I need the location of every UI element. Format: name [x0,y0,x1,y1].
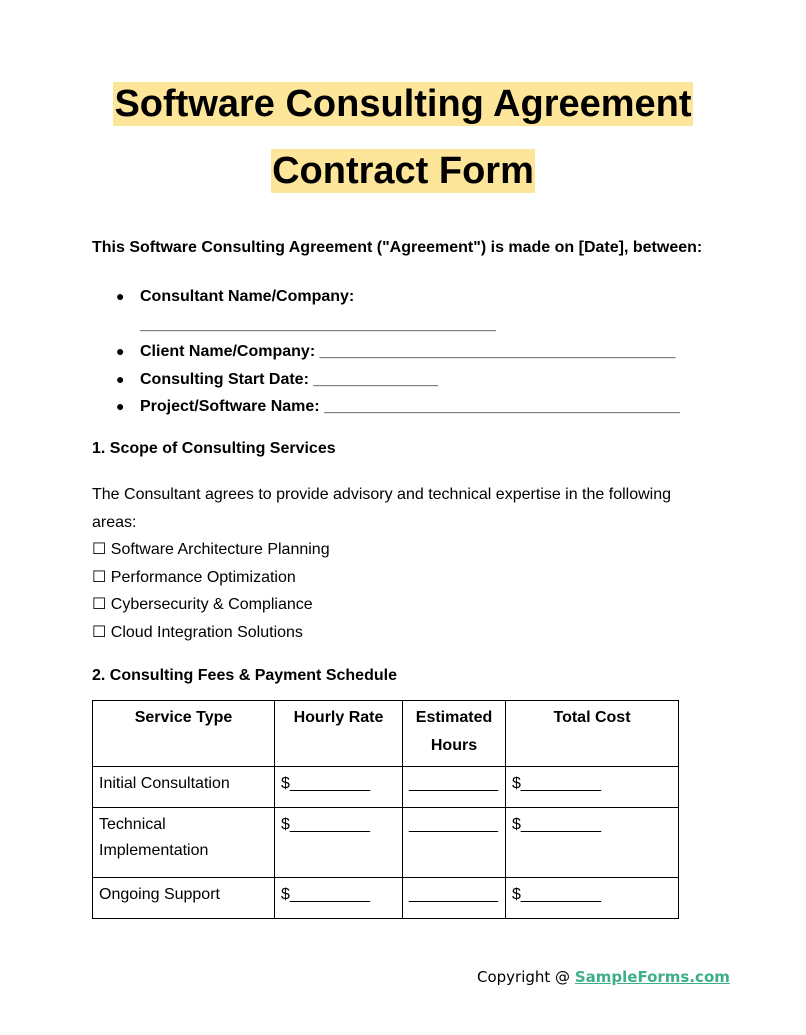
field-blank-project[interactable]: ________________________________________ [324,398,680,415]
cell-estimated-hours[interactable]: __________ [403,878,506,919]
field-label: Consulting Start Date: [140,370,309,388]
bullet-icon: ● [116,370,125,387]
field-consultant [92,283,712,338]
cell-total-cost[interactable]: $_________ [506,878,679,919]
bullet-icon: ● [116,343,125,359]
checklist-label: Performance Optimization [110,568,296,586]
table-row [93,878,679,919]
field-label: Client Name/Company: [140,343,316,360]
brand-link[interactable]: SampleForms.com [574,968,730,986]
party-fields-list [92,283,712,421]
field-blank-consultant[interactable]: ________________________________________ [140,315,496,333]
header-estimated-hours: Estimated Hours [403,701,506,767]
cell-total-cost[interactable]: $_________ [506,767,679,808]
fees-table [92,700,679,919]
checkbox-icon[interactable]: ☐ [92,568,107,586]
checklist-label: Software Architecture Planning [110,541,330,558]
checklist-item[interactable] [92,591,330,619]
checklist-item[interactable] [92,564,330,592]
cell-estimated-hours[interactable]: __________ [403,808,506,878]
checkbox-icon[interactable]: ☐ [92,623,107,641]
services-checklist [92,536,330,646]
title-line-2: Contract Form [272,150,534,192]
section-2-heading: 2. Consulting Fees & Payment Schedule [92,667,397,684]
checklist-label: Cybersecurity & Compliance [110,596,313,613]
title-line-1: Software Consulting Agreement [114,83,692,125]
cell-service: Initial Consultation [93,767,275,808]
cell-hourly-rate[interactable]: $_________ [275,878,403,919]
cell-service: Technical Implementation [93,808,275,878]
field-label: Consultant Name/Company: [140,288,355,305]
field-project [92,393,712,421]
copyright-footer [477,968,730,986]
section-1-heading: 1. Scope of Consulting Services [92,440,336,457]
checklist-item[interactable] [92,619,330,647]
field-blank-client[interactable]: ________________________________________ [319,343,676,360]
header-total-cost: Total Cost [506,701,679,767]
checkbox-icon[interactable]: ☐ [92,541,107,558]
table-header-row [93,701,679,767]
table-row [93,808,679,878]
section-1-paragraph: The Consultant agrees to provide advisory and technical expertise in the following areas: [92,486,671,531]
intro-text: This Software Consulting Agreement ("Agreement") is made on [Date], between: [92,239,703,256]
header-hourly-rate: Hourly Rate [275,701,403,767]
cell-hourly-rate[interactable]: $_________ [275,767,403,808]
field-start-date [92,366,712,394]
cell-hourly-rate[interactable]: $_________ [275,808,403,878]
checklist-label: Cloud Integration Solutions [110,623,303,641]
header-service-type: Service Type [93,701,275,767]
field-label: Project/Software Name: [140,398,320,415]
checkbox-icon[interactable]: ☐ [92,596,107,613]
document-title [0,82,806,193]
field-client [92,338,712,366]
table-row [93,767,679,808]
bullet-icon: ● [116,288,125,304]
field-blank-start-date[interactable]: ______________ [313,370,438,388]
cell-service: Ongoing Support [93,878,275,919]
cell-total-cost[interactable]: $_________ [506,808,679,878]
copyright-prefix: Copyright @ [477,968,575,986]
checklist-item[interactable] [92,536,330,564]
cell-estimated-hours[interactable]: __________ [403,767,506,808]
bullet-icon: ● [116,398,125,414]
